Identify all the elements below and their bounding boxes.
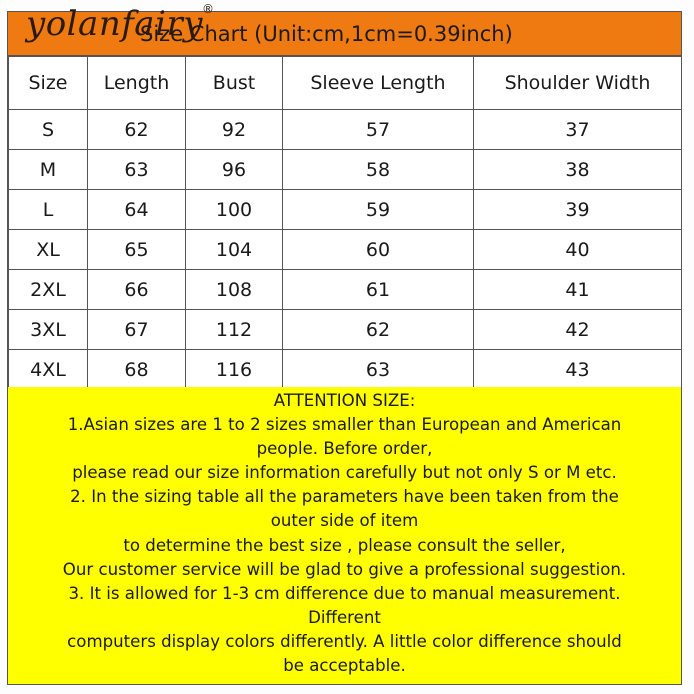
cell-shoulder-width: 37 (474, 110, 682, 150)
notice-line: be acceptable. (283, 656, 406, 676)
size-table (8, 56, 682, 390)
table-row (9, 270, 682, 310)
notice-line: 2. In the sizing table all the parameters have been taken from the (70, 487, 619, 507)
cell-sleeve-length: 63 (283, 350, 474, 390)
table-row (9, 150, 682, 190)
column-header-size: Size (9, 57, 88, 110)
cell-bust: 92 (186, 110, 283, 150)
table-row (9, 110, 682, 150)
title-bar (8, 2, 681, 56)
cell-bust: 108 (186, 270, 283, 310)
notice-line: Different (308, 607, 381, 627)
cell-length: 66 (88, 270, 186, 310)
cell-bust: 112 (186, 310, 283, 350)
cell-sleeve-length: 59 (283, 190, 474, 230)
cell-size: L (9, 190, 88, 230)
attention-notice (8, 387, 681, 684)
cell-length: 63 (88, 150, 186, 190)
cell-size: 4XL (9, 350, 88, 390)
notice-line: please read our size information carefully but not only S or M etc. (72, 463, 617, 483)
cell-length: 62 (88, 110, 186, 150)
cell-sleeve-length: 60 (283, 230, 474, 270)
brand-logo: yolanfairy (26, 4, 203, 44)
notice-line: computers display colors differently. A little color difference should (67, 631, 622, 651)
header-row (9, 57, 682, 110)
table-row (9, 230, 682, 270)
cell-bust: 96 (186, 150, 283, 190)
cell-size: M (9, 150, 88, 190)
cell-shoulder-width: 41 (474, 270, 682, 310)
cell-bust: 116 (186, 350, 283, 390)
cell-sleeve-length: 57 (283, 110, 474, 150)
cell-size: XL (9, 230, 88, 270)
notice-line: Our customer service will be glad to give a professional suggestion. (62, 559, 627, 579)
notice-line: outer side of item (270, 511, 419, 531)
cell-size: S (9, 110, 88, 150)
column-header-length: Length (88, 57, 186, 110)
notice-line: to determine the best size , please consult the seller, (123, 535, 566, 555)
cell-size: 3XL (9, 310, 88, 350)
notice-line: 1.Asian sizes are 1 to 2 sizes smaller than European and American (67, 415, 622, 435)
cell-sleeve-length: 62 (283, 310, 474, 350)
column-header-sleeve-length: Sleeve Length (283, 57, 474, 110)
cell-shoulder-width: 42 (474, 310, 682, 350)
cell-shoulder-width: 43 (474, 350, 682, 390)
cell-shoulder-width: 40 (474, 230, 682, 270)
notice-heading: ATTENTION SIZE: (273, 391, 416, 410)
column-header-shoulder-width: Shoulder Width (474, 57, 682, 110)
cell-size: 2XL (9, 270, 88, 310)
cell-length: 67 (88, 310, 186, 350)
trademark-symbol: ® (202, 2, 214, 16)
notice-line: people. Before order, (256, 439, 433, 459)
table-row (9, 190, 682, 230)
cell-shoulder-width: 38 (474, 150, 682, 190)
cell-length: 68 (88, 350, 186, 390)
cell-length: 64 (88, 190, 186, 230)
cell-length: 65 (88, 230, 186, 270)
cell-shoulder-width: 39 (474, 190, 682, 230)
size-chart (7, 2, 682, 685)
cell-sleeve-length: 61 (283, 270, 474, 310)
column-header-bust: Bust (186, 57, 283, 110)
cell-bust: 100 (186, 190, 283, 230)
chart-title: Size Chart (Unit:cm,1cm=0.39inch) (140, 22, 513, 46)
table-row (9, 310, 682, 350)
cell-bust: 104 (186, 230, 283, 270)
cell-sleeve-length: 58 (283, 150, 474, 190)
notice-line: 3. It is allowed for 1-3 cm difference due to manual measurement. (68, 583, 621, 603)
table-row (9, 350, 682, 390)
